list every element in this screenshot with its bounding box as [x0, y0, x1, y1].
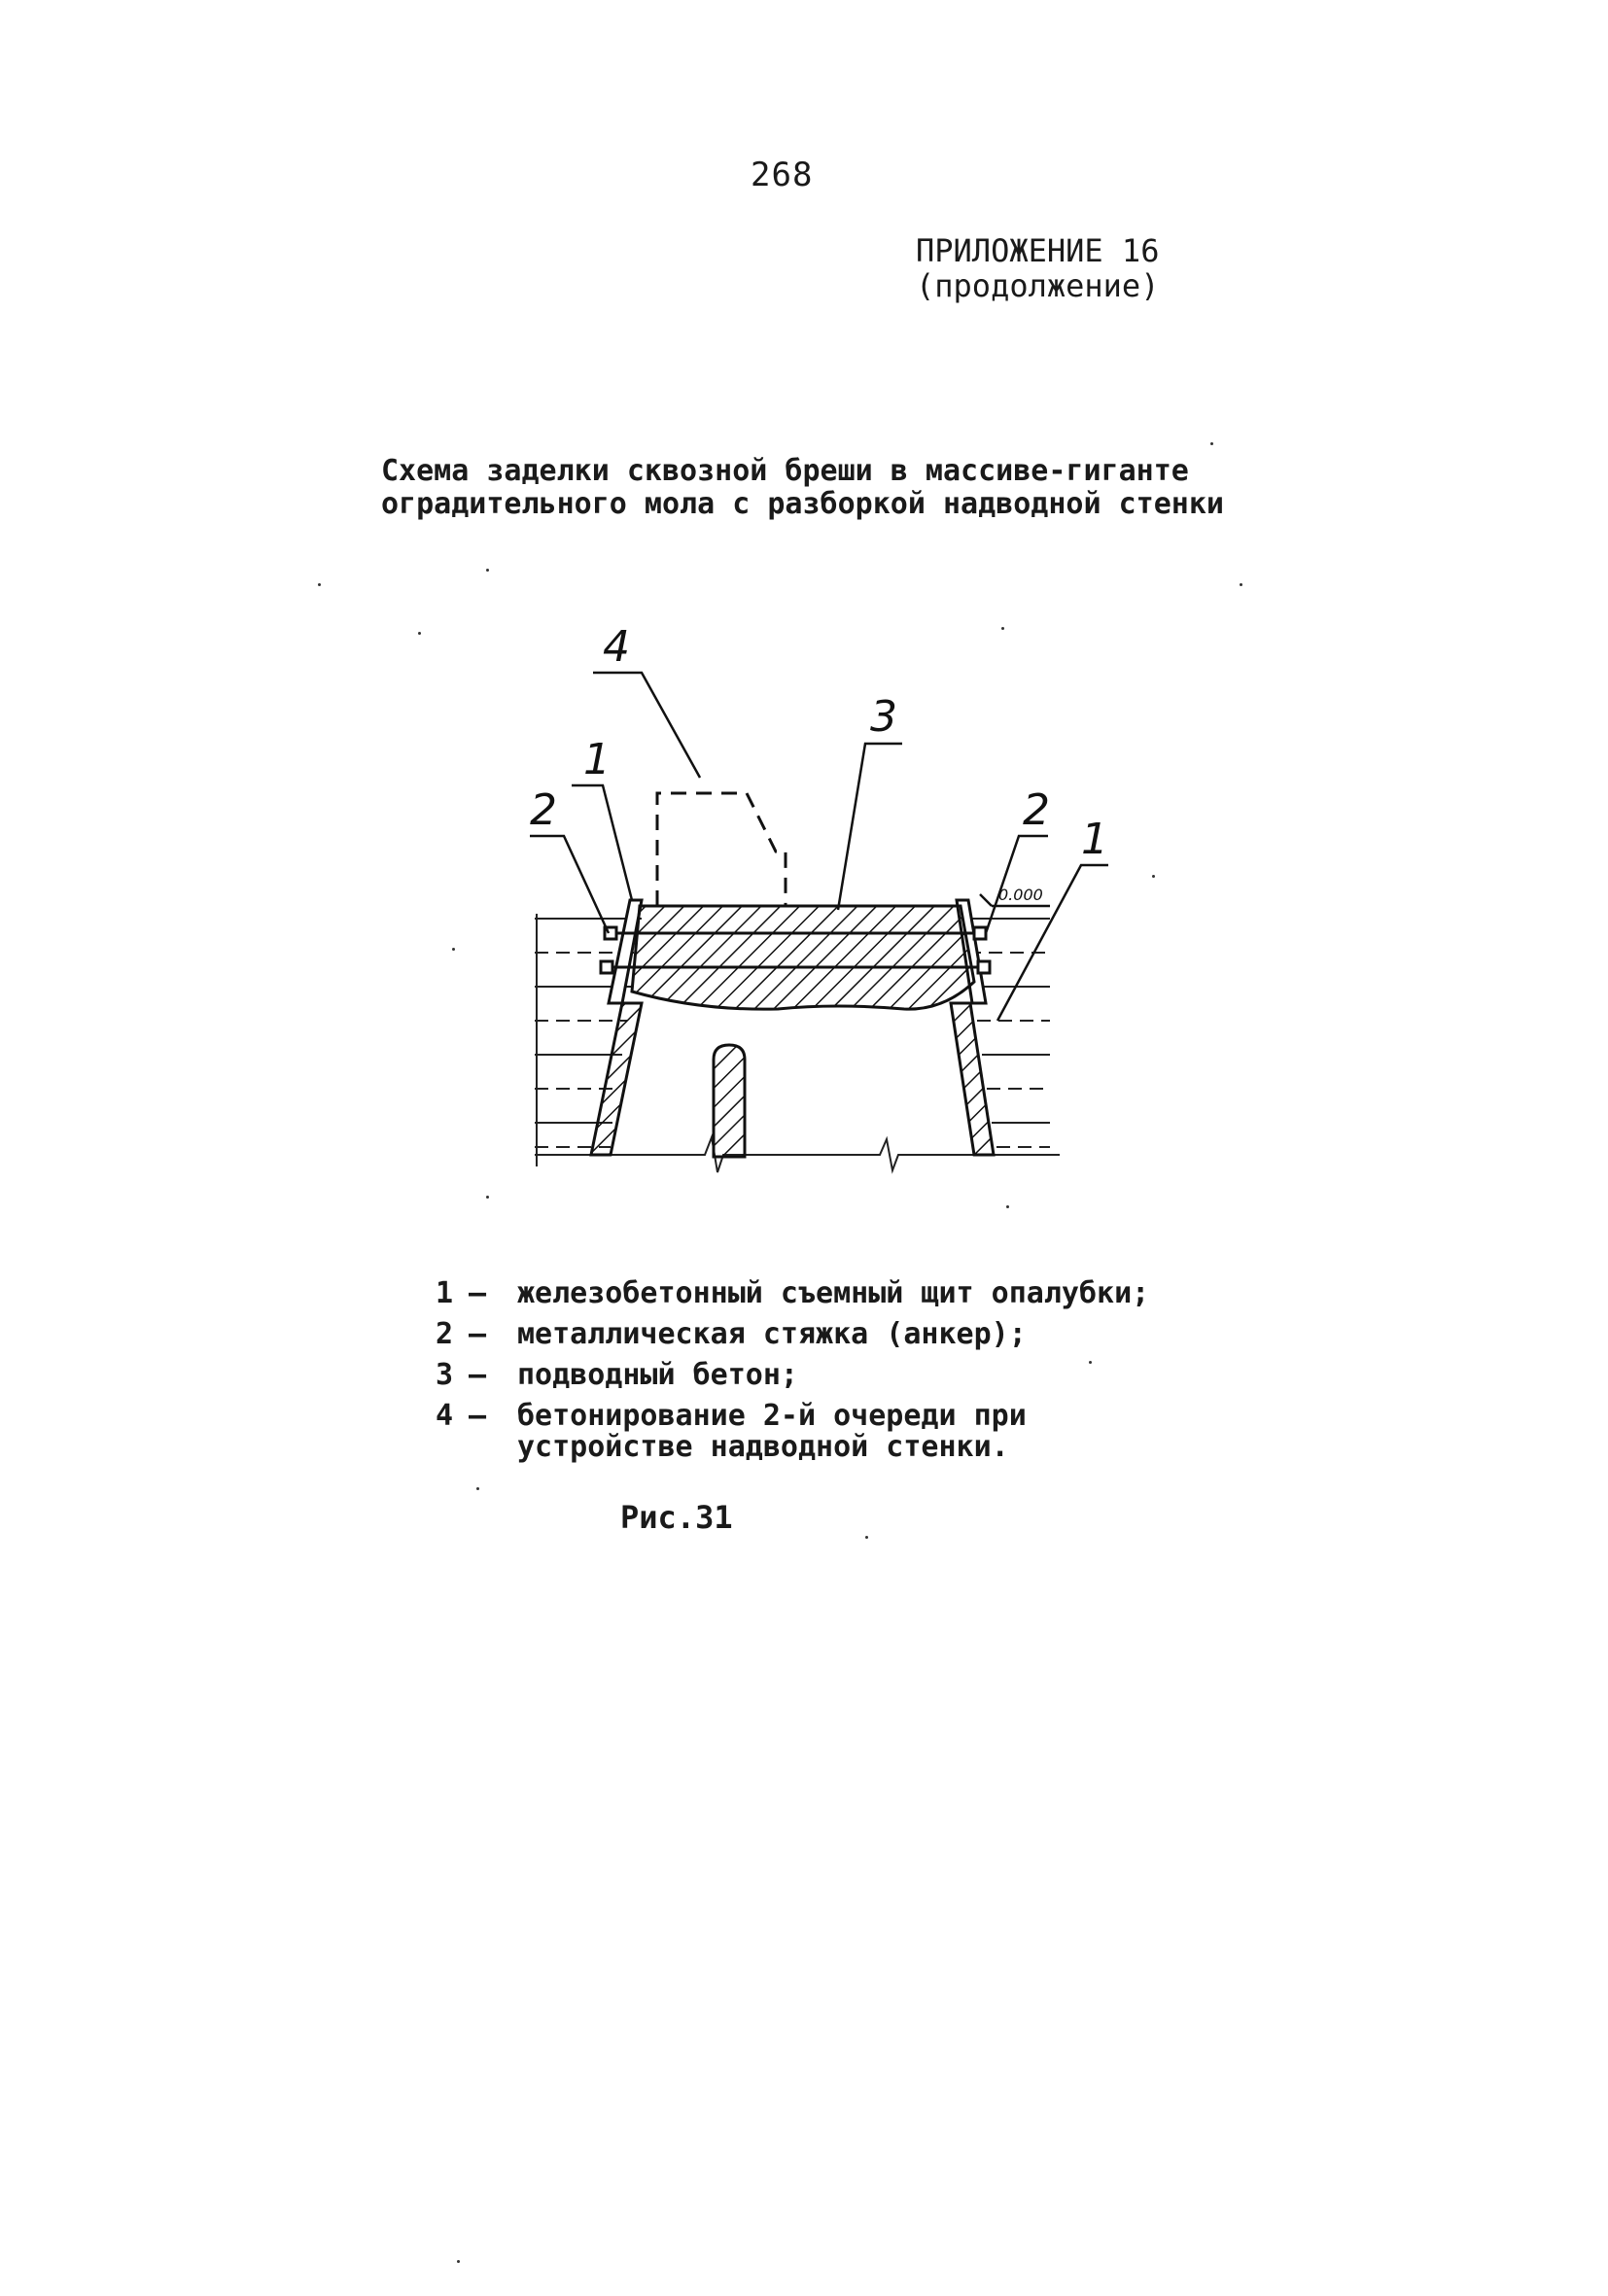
scan-speck: [486, 569, 489, 572]
callout-2-left: 2: [530, 785, 557, 835]
legend-dash: –: [469, 1317, 487, 1351]
legend: [436, 1273, 1149, 1463]
legend-text: железобетонный съемный щит опалубки;: [517, 1276, 1150, 1310]
legend-dash: –: [469, 1399, 487, 1433]
legend-number: 2: [436, 1317, 454, 1351]
figure-title-line-1: Схема заделки сквозной бреши в массиве-гиганте: [381, 454, 1189, 488]
left-caisson-wall: [591, 1003, 642, 1155]
scan-speck: [1006, 1205, 1009, 1208]
scan-speck: [1089, 1361, 1092, 1364]
legend-number: 4: [436, 1399, 454, 1433]
appendix-label: [916, 233, 1159, 303]
scan-speck: [1240, 583, 1242, 586]
scan-speck: [318, 583, 321, 586]
appendix-continuation: (продолжение): [916, 267, 1160, 304]
underwater-concrete-plug: [632, 906, 974, 1009]
figure-caption: Рис.31: [620, 1499, 733, 1536]
page-number: 268: [751, 156, 814, 194]
elevation-mark: 0.000: [998, 886, 1043, 904]
scan-speck: [486, 1196, 489, 1199]
right-caisson-wall: [951, 1003, 994, 1155]
scan-speck: [1001, 627, 1004, 630]
callout-1-right: 1: [1081, 815, 1108, 864]
legend-text: металлическая стяжка (анкер);: [517, 1317, 1027, 1351]
callout-1-left: 1: [583, 735, 611, 784]
appendix-title: ПРИЛОЖЕНИЕ 16: [916, 232, 1160, 269]
scan-speck: [1210, 442, 1213, 445]
scan-speck: [418, 632, 421, 635]
scan-speck: [1152, 875, 1155, 878]
central-post: [714, 1045, 745, 1157]
scan-speck: [476, 1487, 479, 1490]
legend-item: [436, 1314, 1149, 1355]
callout-3: 3: [870, 692, 897, 742]
legend-item: [436, 1355, 1149, 1396]
callout-2-right: 2: [1023, 785, 1050, 835]
breach-repair-diagram: [486, 603, 1167, 1186]
scan-speck: [457, 2260, 460, 2263]
legend-number: 1: [436, 1276, 454, 1310]
legend-text: бетонирование 2-й очереди при устройстве надводной стенки.: [517, 1399, 1027, 1464]
legend-text: подводный бетон;: [517, 1358, 798, 1392]
legend-item: [436, 1396, 1149, 1463]
legend-dash: –: [469, 1276, 487, 1310]
legend-item: [436, 1273, 1149, 1314]
figure-title: [381, 455, 1224, 521]
scan-speck: [452, 948, 455, 951]
callout-4: 4: [603, 622, 630, 672]
legend-number: 3: [436, 1358, 454, 1392]
figure-title-line-2: оградительного мола с разборкой надводной стенки: [381, 487, 1224, 521]
scan-speck: [865, 1536, 868, 1539]
second-stage-outline: [657, 793, 786, 906]
legend-dash: –: [469, 1358, 487, 1392]
